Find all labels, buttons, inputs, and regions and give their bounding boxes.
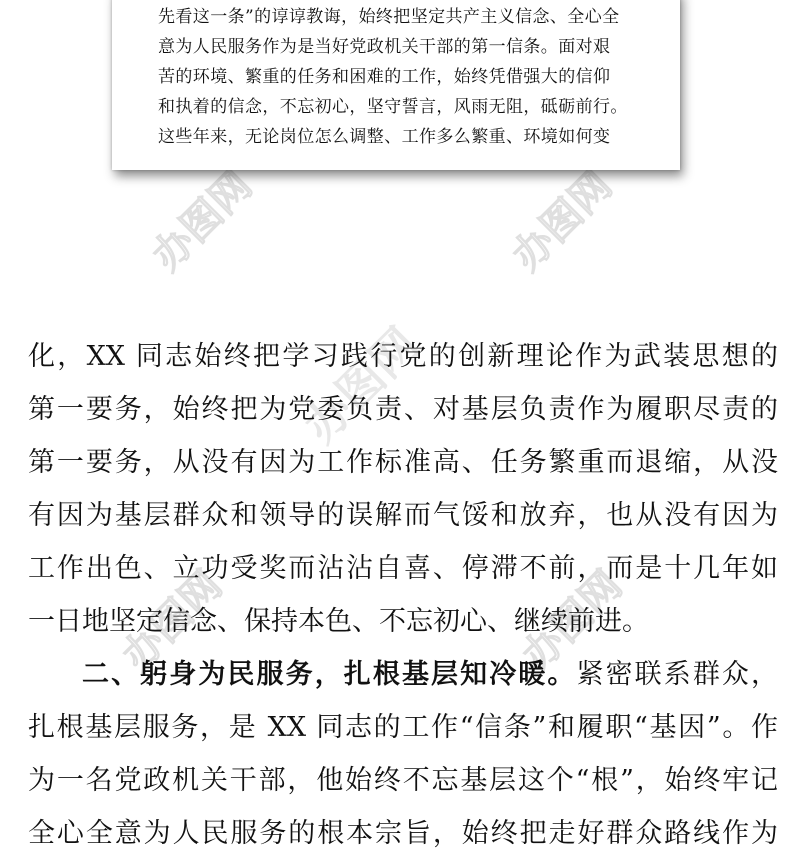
card-line: 意为人民服务作为是当好党政机关干部的第一信条。面对艰 bbox=[158, 37, 611, 57]
body-line: 全心全意为人民服务的根本宗旨，始终把走好群众路线作为 bbox=[28, 818, 778, 849]
section-heading-line bbox=[28, 648, 778, 701]
watermark: 办图网 bbox=[503, 162, 622, 280]
body-line: 有因为基层群众和领导的误解而气馁和放弃，也从没有因为 bbox=[28, 500, 778, 531]
body-line: 工作出色、立功受奖而沾沾自喜、停滞不前，而是十几年如 bbox=[28, 553, 778, 584]
watermark: 办图网 bbox=[113, 562, 232, 680]
card-line: 和执着的信念，不忘初心，坚守誓言，风雨无阻，砥砺前行。 bbox=[158, 97, 628, 117]
card-text bbox=[158, 0, 658, 152]
page-card bbox=[112, 0, 680, 170]
document-body bbox=[28, 330, 778, 860]
watermark: 办图网 bbox=[293, 317, 430, 454]
card-line: 这些年来，无论岗位怎么调整、工作多么繁重、环境如何变 bbox=[158, 127, 611, 147]
watermark: 办图网 bbox=[513, 562, 632, 680]
body-text: 紧密联系群众， bbox=[576, 659, 779, 690]
card-line: 先看这一条”的谆谆教诲，始终把坚定共产主义信念、全心全 bbox=[158, 7, 620, 27]
body-line: 第一要务，从没有因为工作标准高、任务繁重而退缩，从没 bbox=[28, 447, 778, 478]
body-line: 化，XX 同志始终把学习践行党的创新理论作为武装思想的 bbox=[28, 341, 778, 372]
section-heading: 二、躬身为民服务，扎根基层知冷暖。 bbox=[82, 659, 577, 690]
body-line: 第一要务，始终把为党委负责、对基层负责作为履职尽责的 bbox=[28, 394, 778, 425]
body-line: 扎根基层服务，是 XX 同志的工作“信条”和履职“基因”。作 bbox=[28, 712, 778, 743]
card-line: 苦的环境、繁重的任务和困难的工作，始终凭借强大的信仰 bbox=[158, 67, 611, 87]
body-line: 为一名党政机关干部，他始终不忘基层这个“根”，始终牢记 bbox=[28, 765, 778, 796]
body-line: 一日地坚定信念、保持本色、不忘初心、继续前进。 bbox=[28, 606, 649, 637]
watermark: 办图网 bbox=[143, 162, 262, 280]
